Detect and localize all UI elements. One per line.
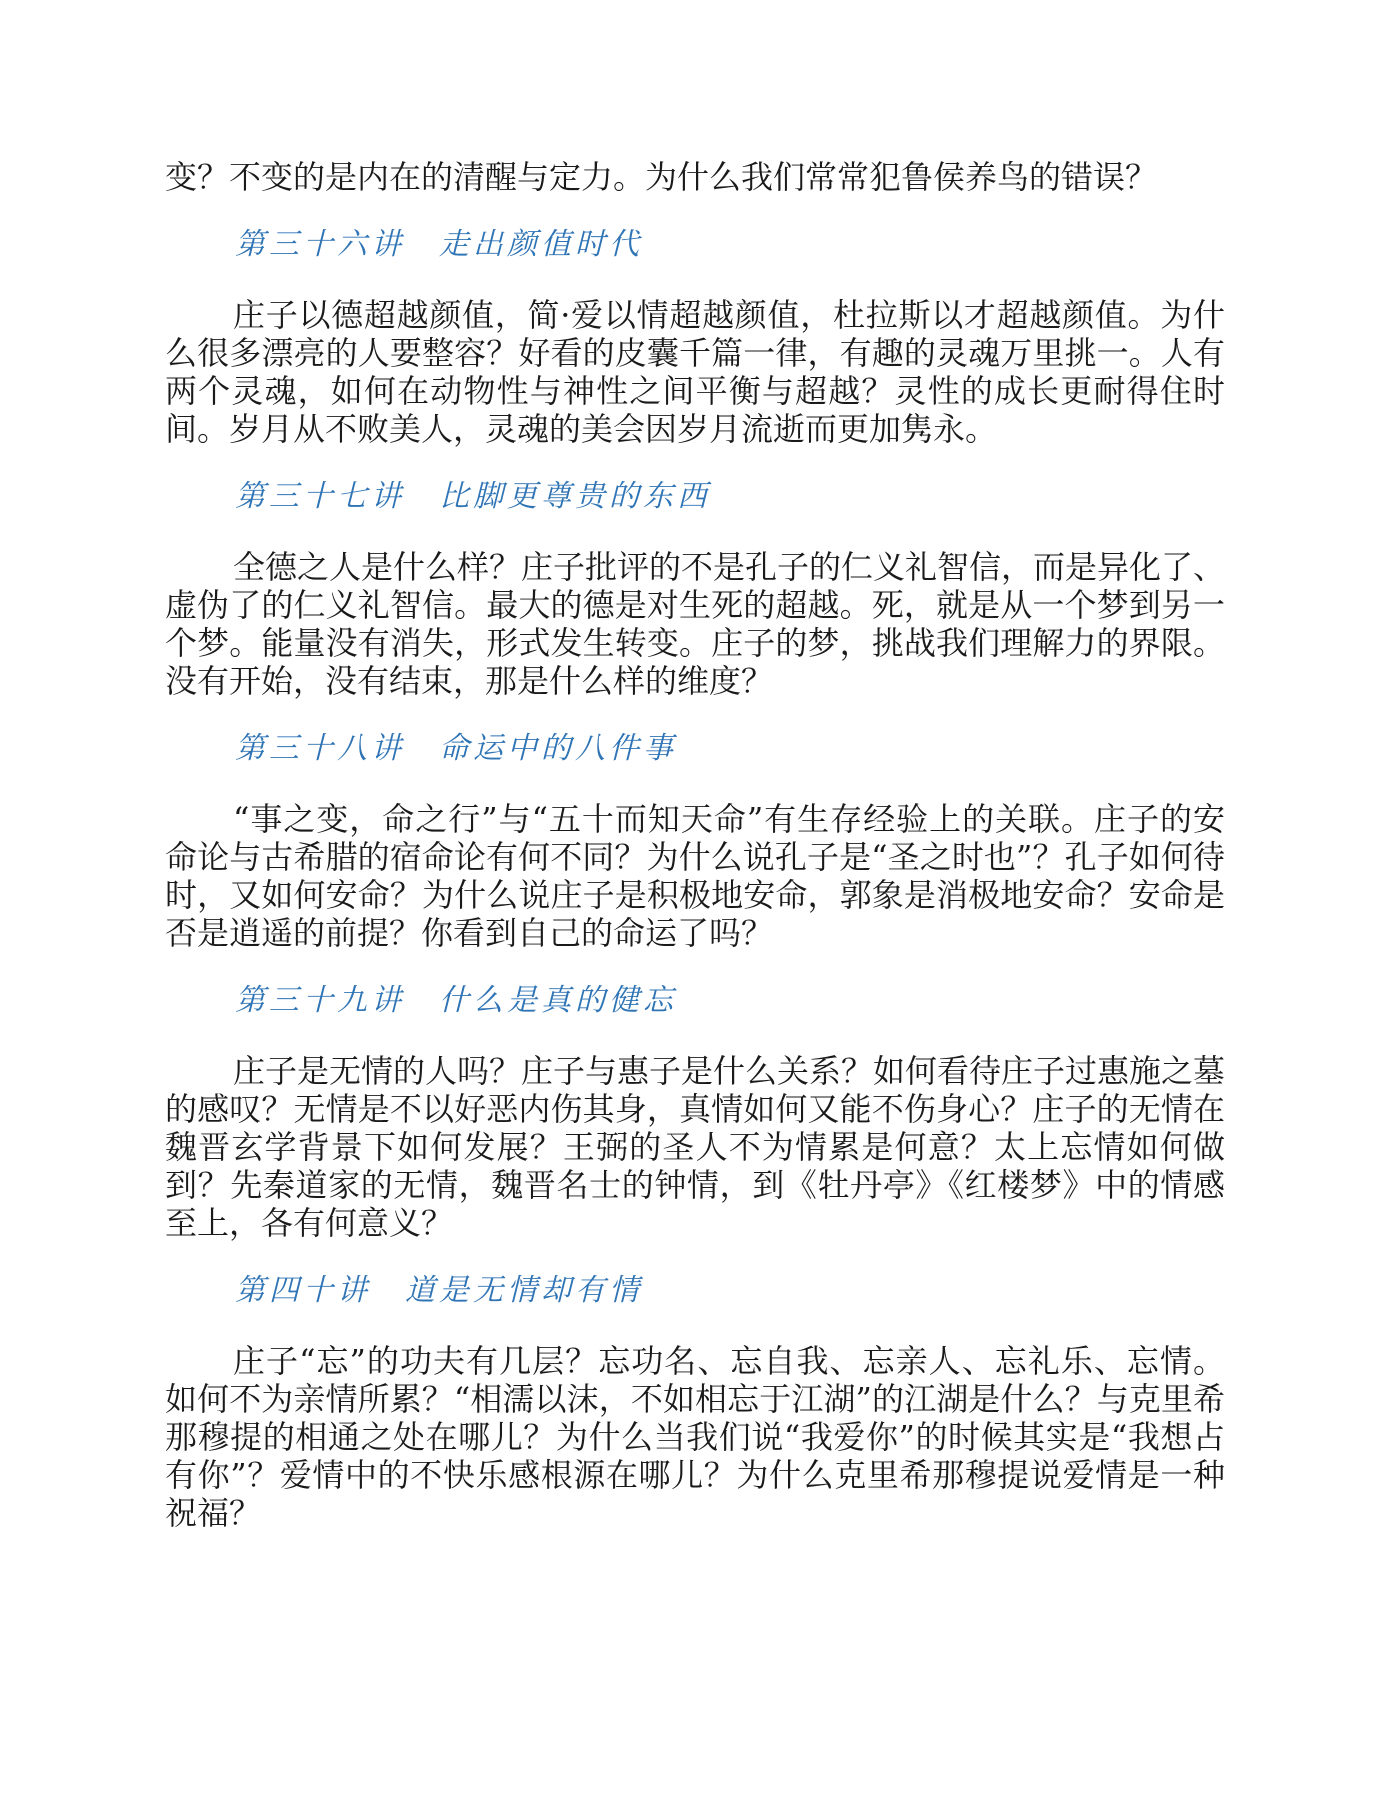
lecture-40-paragraph: 庄子“忘”的功夫有几层？忘功名、忘自我、忘亲人、忘礼乐、忘情。如何不为亲情所累？“相濡以沫，不如相忘于江湖”的江湖是什么？与克里希那穆提的相通之处在哪儿？为什么当我们说“我爱你”的时候其实是“我想占有你”？爱情中的不快乐感根源在哪儿？为什么克里希那穆提说爱情是一种祝福？	[165, 1342, 1225, 1532]
lecture-37-paragraph: 全德之人是什么样？庄子批评的不是孔子的仁义礼智信，而是异化了、虚伪了的仁义礼智信。最大的德是对生死的超越。死，就是从一个梦到另一个梦。能量没有消失，形式发生转变。庄子的梦，挑战我们理解力的界限。没有开始，没有结束，那是什么样的维度？	[165, 548, 1226, 700]
intro-paragraph: 变？不变的是内在的清醒与定力。为什么我们常常犯鲁侯养鸟的错误？	[165, 158, 1158, 196]
lecture-39-paragraph: 庄子是无情的人吗？庄子与惠子是什么关系？如何看待庄子过惠施之墓的感叹？无情是不以好恶内伤其身，真情如何又能不伤身心？庄子的无情在魏晋玄学背景下如何发展？王弼的圣人不为情累是何意？太上忘情如何做到？先秦道家的无情，魏晋名士的钟情，到《牡丹亭》《红楼梦》中的情感至上，各有何意义？	[165, 1052, 1226, 1242]
lecture-37-heading: 第三十七讲 比脚更尊贵的东西	[235, 479, 711, 514]
lecture-38-heading: 第三十八讲 命运中的八件事	[235, 731, 677, 766]
lecture-39-heading: 第三十九讲 什么是真的健忘	[235, 983, 677, 1018]
lecture-36-heading: 第三十六讲 走出颜值时代	[235, 227, 643, 262]
lecture-36-paragraph: 庄子以德超越颜值，简·爱以情超越颜值，杜拉斯以才超越颜值。为什么很多漂亮的人要整容？好看的皮囊千篇一律，有趣的灵魂万里挑一。人有两个灵魂，如何在动物性与神性之间平衡与超越？灵性的成长更耐得住时间。岁月从不败美人，灵魂的美会因岁月流逝而更加隽永。	[165, 296, 1225, 448]
lecture-38-paragraph: “事之变，命之行”与“五十而知天命”有生存经验上的关联。庄子的安命论与古希腊的宿命论有何不同？为什么说孔子是“圣之时也”？孔子如何待时，又如何安命？为什么说庄子是积极地安命，郭象是消极地安命？安命是否是逍遥的前提？你看到自己的命运了吗？	[165, 800, 1225, 952]
document-page	[165, 158, 1225, 1532]
lecture-40-heading: 第四十讲 道是无情却有情	[235, 1273, 643, 1308]
